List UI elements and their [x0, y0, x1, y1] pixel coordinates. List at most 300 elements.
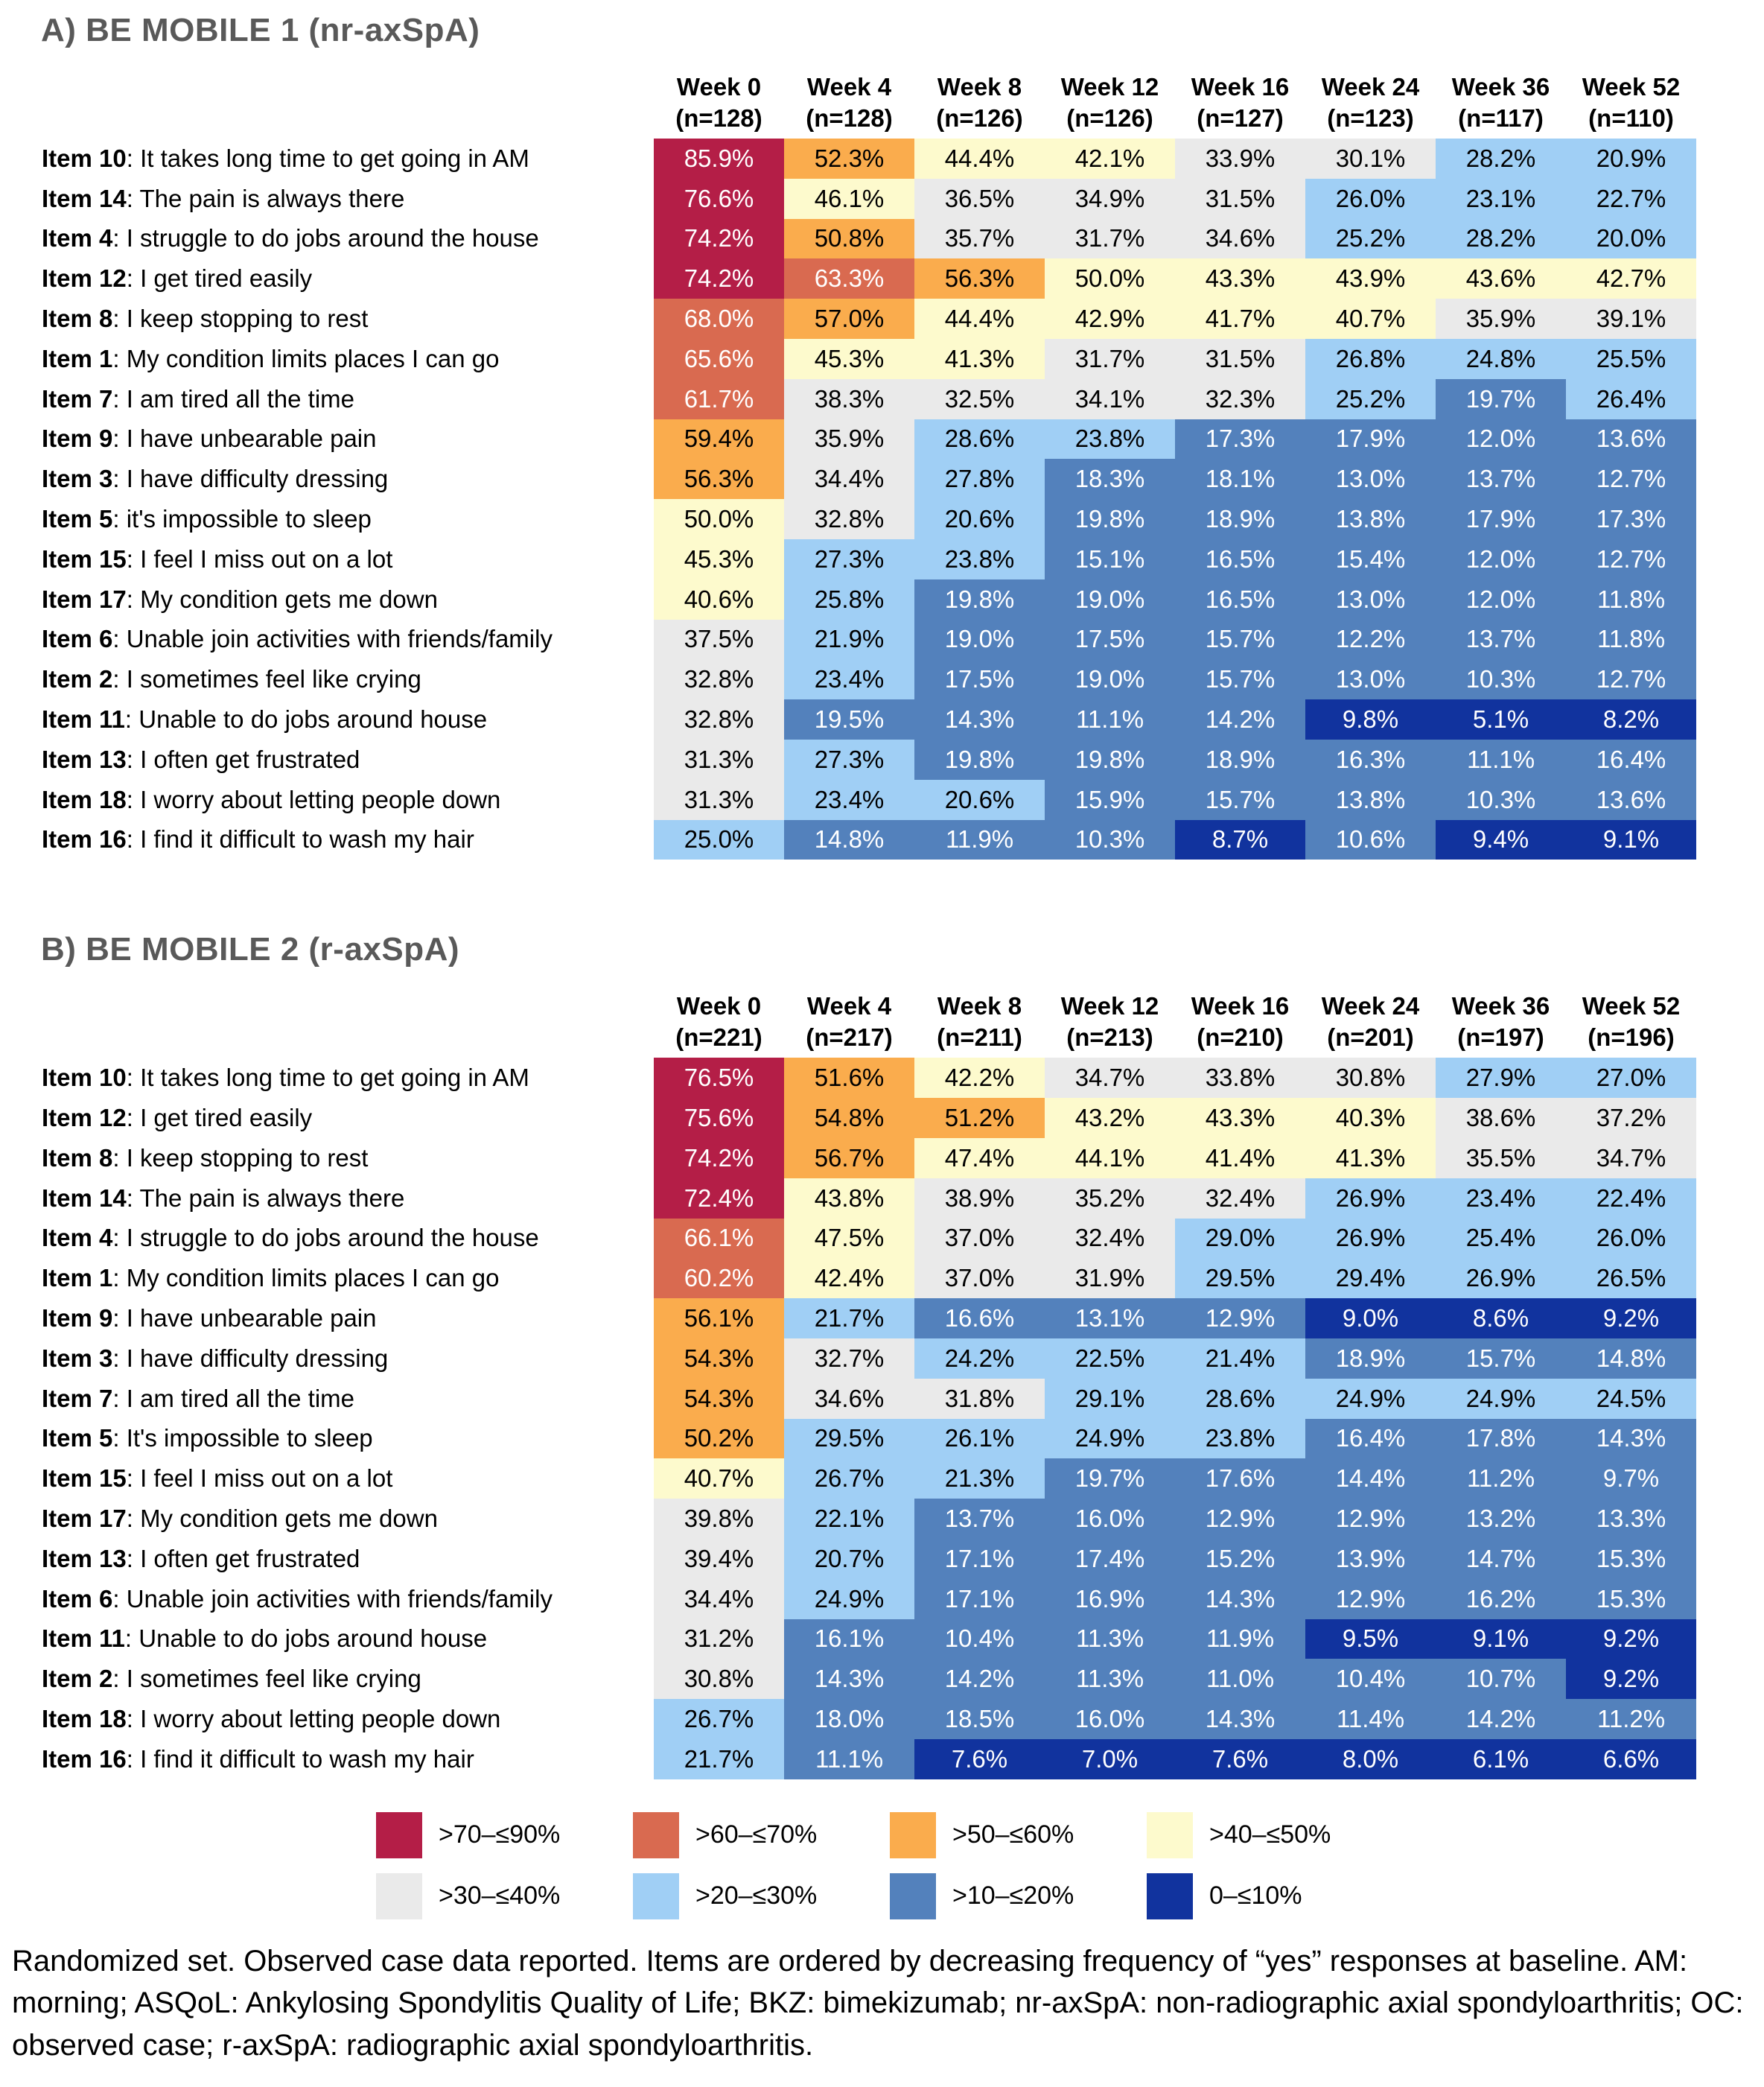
heatmap-cell: 11.4%: [1305, 1699, 1436, 1739]
heatmap-cell: 47.5%: [784, 1219, 914, 1259]
row-item-number: Item 9: [42, 425, 113, 453]
legend-swatch: [890, 1812, 936, 1858]
column-week-label: Week 4: [806, 992, 892, 1020]
heatmap-cell: 34.6%: [784, 1379, 914, 1419]
heatmap-cell: 14.2%: [1175, 699, 1305, 740]
heatmap-cell: 56.1%: [654, 1298, 784, 1338]
column-week-label: Week 24: [1321, 992, 1420, 1020]
heatmap-cell: 13.7%: [914, 1499, 1045, 1539]
heatmap-cell: 12.7%: [1566, 459, 1696, 499]
heatmap-cell: 11.1%: [1045, 699, 1175, 740]
heatmap-cell: 44.1%: [1045, 1138, 1175, 1178]
heatmap-cell: 27.9%: [1436, 1058, 1566, 1098]
legend-item: [633, 1812, 890, 1858]
heatmap-cell: 35.9%: [1436, 299, 1566, 339]
row-label: Item 9 : I have unbearable pain: [37, 1298, 654, 1338]
heatmap-cell: 30.8%: [1305, 1058, 1436, 1098]
heatmap-cell: 32.8%: [654, 699, 784, 740]
heatmap-cell: 12.9%: [1305, 1579, 1436, 1619]
heatmap-cell: 34.7%: [1045, 1058, 1175, 1098]
heatmap-cell: 16.4%: [1566, 740, 1696, 780]
row-label: Item 15 : I feel I miss out on a lot: [37, 539, 654, 579]
column-header: [1436, 986, 1566, 1058]
heatmap-cell: 22.1%: [784, 1499, 914, 1539]
heatmap-cell: 14.3%: [784, 1659, 914, 1699]
heatmap-cell: 13.2%: [1436, 1499, 1566, 1539]
heatmap-cell: 25.8%: [784, 579, 914, 620]
heatmap-cell: 18.1%: [1175, 459, 1305, 499]
heatmap-cell: 26.9%: [1436, 1258, 1566, 1298]
legend-swatch: [376, 1873, 422, 1919]
heatmap-cell: 29.5%: [784, 1419, 914, 1459]
heatmap-cell: 14.2%: [914, 1659, 1045, 1699]
heatmap-cell: 12.9%: [1175, 1499, 1305, 1539]
heatmap-cell: 26.9%: [1305, 1178, 1436, 1219]
heatmap-cell: 56.3%: [654, 459, 784, 499]
heatmap-cell: 41.3%: [914, 339, 1045, 379]
column-week-label: Week 52: [1582, 73, 1681, 101]
heatmap-cell: 8.2%: [1566, 699, 1696, 740]
heatmap-cell: 21.7%: [784, 1298, 914, 1338]
heatmap-cell: 20.6%: [914, 499, 1045, 539]
legend-item: [633, 1873, 890, 1919]
heatmap-cell: 19.8%: [914, 579, 1045, 620]
row-item-number: Item 10: [42, 1064, 127, 1092]
row-item-number: Item 13: [42, 1544, 127, 1572]
heatmap-cell: 23.8%: [1175, 1419, 1305, 1459]
heatmap-cell: 14.7%: [1436, 1539, 1566, 1579]
heatmap-cell: 26.1%: [914, 1419, 1045, 1459]
heatmap-cell: 24.9%: [1045, 1419, 1175, 1459]
heatmap-cell: 18.9%: [1305, 1338, 1436, 1379]
column-n-label: (n=210): [1197, 1023, 1284, 1052]
row-label: Item 10 : It takes long time to get going in AM: [37, 1058, 654, 1098]
heatmap-cell: 31.7%: [1045, 339, 1175, 379]
heatmap-cell: 13.8%: [1305, 780, 1436, 820]
row-item-number: Item 5: [42, 1424, 113, 1452]
heatmap-cell: 7.0%: [1045, 1739, 1175, 1779]
row-label: Item 15 : I feel I miss out on a lot: [37, 1458, 654, 1499]
column-week-label: Week 52: [1582, 992, 1681, 1020]
heatmap-cell: 26.7%: [654, 1699, 784, 1739]
heatmap-cell: 26.4%: [1566, 379, 1696, 419]
heatmap-cell: 54.3%: [654, 1379, 784, 1419]
heatmap-cell: 17.4%: [1045, 1539, 1175, 1579]
heatmap-cell: 46.1%: [784, 179, 914, 219]
heatmap-cell: 24.9%: [1305, 1379, 1436, 1419]
heatmap-cell: 17.5%: [1045, 620, 1175, 660]
heatmap-cell: 28.6%: [914, 419, 1045, 460]
column-n-label: (n=211): [937, 1023, 1022, 1052]
heatmap-cell: 9.4%: [1436, 820, 1566, 860]
legend-label: >40–≤50%: [1209, 1820, 1331, 1849]
heatmap-cell: 14.3%: [1175, 1699, 1305, 1739]
heatmap-cell: 32.8%: [784, 499, 914, 539]
heatmap-cell: 16.1%: [784, 1619, 914, 1659]
heatmap-cell: 7.6%: [914, 1739, 1045, 1779]
heatmap-cell: 30.8%: [654, 1659, 784, 1699]
heatmap-cell: 14.8%: [784, 820, 914, 860]
heatmap-cell: 16.6%: [914, 1298, 1045, 1338]
heatmap-cell: 15.3%: [1566, 1539, 1696, 1579]
row-label: Item 14 : The pain is always there: [37, 179, 654, 219]
heatmap-cell: 19.8%: [1045, 740, 1175, 780]
heatmap-cell: 51.2%: [914, 1098, 1045, 1138]
row-item-number: Item 12: [42, 264, 127, 293]
heatmap-cell: 26.8%: [1305, 339, 1436, 379]
footnote: Randomized set. Observed case data reported. Items are ordered by decreasing frequency of “yes” responses at baseline. AM: morning; ASQoL: Ankylosing Spondylitis Quality of Life; BKZ: bimekizumab; nr-axSpA: non-radiographic axial spondyloarthritis; OC: observed case; r-axSpA: radiographic axial spondyloarthritis.: [12, 1944, 1744, 2062]
heatmap-cell: 29.1%: [1045, 1379, 1175, 1419]
heatmap-cell: 29.5%: [1175, 1258, 1305, 1298]
column-n-label: (n=217): [806, 1023, 893, 1052]
heatmap-cell: 6.1%: [1436, 1739, 1566, 1779]
heatmap-cell: 11.0%: [1175, 1659, 1305, 1699]
heatmap-cell: 16.0%: [1045, 1699, 1175, 1739]
heatmap-cell: 56.7%: [784, 1138, 914, 1178]
row-item-number: Item 10: [42, 144, 127, 172]
heatmap-cell: 10.3%: [1045, 820, 1175, 860]
heatmap-cell: 40.3%: [1305, 1098, 1436, 1138]
heatmap-cell: 32.4%: [1045, 1219, 1175, 1259]
heatmap-cell: 8.6%: [1436, 1298, 1566, 1338]
heatmap-cell: 38.9%: [914, 1178, 1045, 1219]
heatmap-cell: 39.1%: [1566, 299, 1696, 339]
heatmap-cell: 10.4%: [1305, 1659, 1436, 1699]
heatmap-cell: 19.7%: [1045, 1458, 1175, 1499]
heatmap-cell: 75.6%: [654, 1098, 784, 1138]
heatmap-cell: 8.7%: [1175, 820, 1305, 860]
column-header: [654, 67, 784, 139]
heatmap-cell: 18.5%: [914, 1699, 1045, 1739]
heatmap-cell: 40.6%: [654, 579, 784, 620]
legend-item: [1147, 1873, 1404, 1919]
heatmap-cell: 14.3%: [914, 699, 1045, 740]
legend-label: >50–≤60%: [952, 1820, 1074, 1849]
heatmap-cell: 50.0%: [1045, 258, 1175, 299]
color-legend: [376, 1812, 1764, 1919]
heatmap-cell: 18.9%: [1175, 740, 1305, 780]
heatmap-cell: 12.0%: [1436, 539, 1566, 579]
heatmap-cell: 9.2%: [1566, 1619, 1696, 1659]
heatmap-cell: 12.7%: [1566, 539, 1696, 579]
heatmap-cell: 34.1%: [1045, 379, 1175, 419]
heatmap-cell: 74.2%: [654, 1138, 784, 1178]
heatmap-cell: 28.2%: [1436, 219, 1566, 259]
row-item-number: Item 6: [42, 625, 113, 653]
heatmap-cell: 65.6%: [654, 339, 784, 379]
column-n-label: (n=197): [1457, 1023, 1544, 1052]
legend-item: [890, 1873, 1147, 1919]
heatmap-cell: 25.5%: [1566, 339, 1696, 379]
row-item-number: Item 15: [42, 1464, 127, 1493]
heatmap-cell: 16.0%: [1045, 1499, 1175, 1539]
row-item-number: Item 8: [42, 305, 113, 333]
column-n-label: (n=196): [1588, 1023, 1675, 1052]
heatmap-cell: 76.6%: [654, 179, 784, 219]
legend-item: [1147, 1812, 1404, 1858]
column-week-label: Week 16: [1191, 73, 1290, 101]
heatmap-cell: 19.0%: [914, 620, 1045, 660]
heatmap-cell: 9.7%: [1566, 1458, 1696, 1499]
heatmap-cell: 19.7%: [1436, 379, 1566, 419]
row-item-number: Item 12: [42, 1104, 127, 1132]
row-label: Item 18 : I worry about letting people down: [37, 1699, 654, 1739]
row-label: Item 18 : I worry about letting people down: [37, 780, 654, 820]
row-item-number: Item 1: [42, 1264, 113, 1292]
column-n-label: (n=213): [1066, 1023, 1153, 1052]
heatmap-cell: 31.7%: [1045, 219, 1175, 259]
heatmap-cell: 40.7%: [1305, 299, 1436, 339]
heatmap-cell: 23.8%: [1045, 419, 1175, 460]
heatmap-cell: 15.1%: [1045, 539, 1175, 579]
heatmap-cell: 13.1%: [1045, 1298, 1175, 1338]
heatmap-cell: 12.7%: [1566, 659, 1696, 699]
header-corner-spacer: [37, 67, 654, 139]
heatmap-cell: 34.6%: [1175, 219, 1305, 259]
heatmap-cell: 42.7%: [1566, 258, 1696, 299]
heatmap-cell: 17.1%: [914, 1539, 1045, 1579]
heatmap-cell: 12.0%: [1436, 419, 1566, 460]
heatmap-cell: 7.6%: [1175, 1739, 1305, 1779]
heatmap-cell: 43.9%: [1305, 258, 1436, 299]
heatmap-cell: 10.3%: [1436, 780, 1566, 820]
heatmap-cell: 26.9%: [1305, 1219, 1436, 1259]
heatmap-cell: 57.0%: [784, 299, 914, 339]
heatmap-cell: 17.6%: [1175, 1458, 1305, 1499]
row-label: Item 12 : I get tired easily: [37, 1098, 654, 1138]
heatmap-cell: 20.6%: [914, 780, 1045, 820]
heatmap-cell: 17.3%: [1566, 499, 1696, 539]
row-label: Item 5 : it's impossible to sleep: [37, 499, 654, 539]
row-item-number: Item 3: [42, 1344, 113, 1372]
heatmap-cell: 47.4%: [914, 1138, 1045, 1178]
heatmap-cell: 16.3%: [1305, 740, 1436, 780]
heatmap-cell: 39.4%: [654, 1539, 784, 1579]
heatmap-cell: 31.3%: [654, 740, 784, 780]
column-header: [1045, 986, 1175, 1058]
column-n-label: (n=127): [1197, 104, 1284, 132]
row-label: Item 7 : I am tired all the time: [37, 1379, 654, 1419]
heatmap-cell: 19.8%: [1045, 499, 1175, 539]
heatmap-cell: 61.7%: [654, 379, 784, 419]
row-label: Item 17 : My condition gets me down: [37, 579, 654, 620]
row-label: Item 7 : I am tired all the time: [37, 379, 654, 419]
heatmap-cell: 43.3%: [1175, 258, 1305, 299]
heatmap-cell: 12.0%: [1436, 579, 1566, 620]
heatmap-cell: 11.1%: [784, 1739, 914, 1779]
heatmap-cell: 36.5%: [914, 179, 1045, 219]
column-n-label: (n=117): [1458, 104, 1544, 132]
heatmap-cell: 24.9%: [1436, 1379, 1566, 1419]
heatmap-cell: 17.9%: [1436, 499, 1566, 539]
heatmap-cell: 11.8%: [1566, 620, 1696, 660]
heatmap-cell: 31.9%: [1045, 1258, 1175, 1298]
row-item-number: Item 2: [42, 1665, 113, 1693]
heatmap-cell: 35.5%: [1436, 1138, 1566, 1178]
panel-b: [0, 931, 1764, 1779]
heatmap-cell: 9.1%: [1566, 820, 1696, 860]
row-item-number: Item 17: [42, 585, 127, 613]
heatmap-cell: 15.7%: [1175, 659, 1305, 699]
heatmap-cell: 19.0%: [1045, 659, 1175, 699]
heatmap-cell: 29.0%: [1175, 1219, 1305, 1259]
row-label: Item 12 : I get tired easily: [37, 258, 654, 299]
heatmap-cell: 34.7%: [1566, 1138, 1696, 1178]
heatmap-cell: 13.0%: [1305, 579, 1436, 620]
heatmap-cell: 10.7%: [1436, 1659, 1566, 1699]
row-label: Item 2 : I sometimes feel like crying: [37, 1659, 654, 1699]
heatmap-cell: 50.0%: [654, 499, 784, 539]
heatmap-cell: 17.3%: [1175, 419, 1305, 460]
column-header: [1045, 67, 1175, 139]
legend-swatch: [1147, 1873, 1193, 1919]
row-label: Item 1 : My condition limits places I can go: [37, 1258, 654, 1298]
heatmap-cell: 13.7%: [1436, 620, 1566, 660]
heatmap-cell: 9.2%: [1566, 1298, 1696, 1338]
legend-label: >20–≤30%: [695, 1881, 818, 1910]
heatmap-cell: 11.3%: [1045, 1659, 1175, 1699]
heatmap-cell: 37.0%: [914, 1258, 1045, 1298]
column-week-label: Week 0: [676, 73, 762, 101]
row-item-number: Item 17: [42, 1505, 127, 1532]
heatmap-cell: 24.9%: [784, 1579, 914, 1619]
legend-item: [890, 1812, 1147, 1858]
heatmap-cell: 40.7%: [654, 1458, 784, 1499]
heatmap-cell: 63.3%: [784, 258, 914, 299]
row-label: Item 3 : I have difficulty dressing: [37, 459, 654, 499]
heatmap-cell: 45.3%: [654, 539, 784, 579]
heatmap-cell: 15.7%: [1175, 620, 1305, 660]
heatmap-cell: 42.9%: [1045, 299, 1175, 339]
heatmap-cell: 11.1%: [1436, 740, 1566, 780]
row-item-number: Item 15: [42, 544, 127, 573]
heatmap-cell: 31.5%: [1175, 179, 1305, 219]
heatmap-cell: 12.2%: [1305, 620, 1436, 660]
row-item-number: Item 14: [42, 184, 127, 212]
heatmap-cell: 20.7%: [784, 1539, 914, 1579]
row-label: Item 8 : I keep stopping to rest: [37, 1138, 654, 1178]
column-header: [914, 986, 1045, 1058]
legend-label: 0–≤10%: [1209, 1881, 1302, 1910]
heatmap-cell: 9.2%: [1566, 1659, 1696, 1699]
heatmap-cell: 16.5%: [1175, 579, 1305, 620]
column-n-label: (n=126): [1066, 104, 1153, 132]
legend-swatch: [633, 1812, 679, 1858]
panel-b-title: B) BE MOBILE 2 (r-axSpA): [41, 931, 460, 968]
heatmap-cell: 72.4%: [654, 1178, 784, 1219]
heatmap-cell: 21.3%: [914, 1458, 1045, 1499]
column-header: [1436, 67, 1566, 139]
heatmap-cell: 15.9%: [1045, 780, 1175, 820]
heatmap-cell: 50.2%: [654, 1419, 784, 1459]
heatmap-cell: 13.6%: [1566, 419, 1696, 460]
heatmap-cell: 24.8%: [1436, 339, 1566, 379]
column-week-label: Week 12: [1060, 73, 1159, 101]
heatmap-cell: 22.5%: [1045, 1338, 1175, 1379]
heatmap-cell: 9.1%: [1436, 1619, 1566, 1659]
heatmap-cell: 27.8%: [914, 459, 1045, 499]
column-n-label: (n=126): [936, 104, 1023, 132]
heatmap-cell: 13.8%: [1305, 499, 1436, 539]
row-label: Item 13 : I often get frustrated: [37, 1539, 654, 1579]
row-item-number: Item 2: [42, 665, 113, 693]
heatmap-cell: 27.3%: [784, 539, 914, 579]
heatmap-cell: 21.7%: [654, 1739, 784, 1779]
row-item-number: Item 6: [42, 1584, 113, 1613]
legend-label: >60–≤70%: [695, 1820, 818, 1849]
row-label: Item 1 : My condition limits places I can go: [37, 339, 654, 379]
heatmap-cell: 34.4%: [784, 459, 914, 499]
heatmap-cell: 14.2%: [1436, 1699, 1566, 1739]
row-label: Item 16 : I find it difficult to wash my hair: [37, 820, 654, 860]
column-week-label: Week 8: [937, 73, 1022, 101]
heatmap-cell: 17.1%: [914, 1579, 1045, 1619]
row-label: Item 4 : I struggle to do jobs around the house: [37, 1219, 654, 1259]
heatmap-cell: 32.8%: [654, 659, 784, 699]
row-item-number: Item 7: [42, 1384, 113, 1412]
heatmap-cell: 41.7%: [1175, 299, 1305, 339]
heatmap-cell: 60.2%: [654, 1258, 784, 1298]
legend-swatch: [376, 1812, 422, 1858]
heatmap-cell: 43.3%: [1175, 1098, 1305, 1138]
column-header: [1566, 67, 1696, 139]
row-item-number: Item 11: [42, 705, 125, 734]
row-item-number: Item 18: [42, 1704, 127, 1732]
row-item-number: Item 18: [42, 785, 127, 813]
heatmap-cell: 42.1%: [1045, 139, 1175, 179]
row-label: Item 13 : I often get frustrated: [37, 740, 654, 780]
heatmap-cell: 52.3%: [784, 139, 914, 179]
heatmap-cell: 26.0%: [1305, 179, 1436, 219]
heatmap-cell: 32.4%: [1175, 1178, 1305, 1219]
column-week-label: Week 36: [1451, 992, 1550, 1020]
row-item-number: Item 7: [42, 384, 113, 413]
row-item-number: Item 9: [42, 1304, 113, 1332]
heatmap-cell: 42.2%: [914, 1058, 1045, 1098]
column-week-label: Week 24: [1321, 73, 1420, 101]
heatmap-cell: 41.4%: [1175, 1138, 1305, 1178]
heatmap-cell: 23.1%: [1436, 179, 1566, 219]
legend-row: [376, 1873, 1764, 1919]
heatmap-cell: 50.8%: [784, 219, 914, 259]
legend-label: >10–≤20%: [952, 1881, 1074, 1910]
heatmap-cell: 23.4%: [784, 780, 914, 820]
heatmap-cell: 15.2%: [1175, 1539, 1305, 1579]
header-corner-spacer: [37, 986, 654, 1058]
legend-row: [376, 1812, 1764, 1858]
legend-swatch: [633, 1873, 679, 1919]
heatmap-cell: 17.5%: [914, 659, 1045, 699]
heatmap-cell: 14.8%: [1566, 1338, 1696, 1379]
column-week-label: Week 16: [1191, 992, 1290, 1020]
heatmap-cell: 74.2%: [654, 219, 784, 259]
row-item-number: Item 13: [42, 745, 127, 773]
column-n-label: (n=221): [675, 1023, 762, 1052]
heatmap-cell: 15.7%: [1436, 1338, 1566, 1379]
row-item-number: Item 16: [42, 1744, 127, 1773]
heatmap-cell: 12.9%: [1305, 1499, 1436, 1539]
column-header: [1305, 986, 1436, 1058]
heatmap-cell: 19.5%: [784, 699, 914, 740]
heatmap-cell: 35.7%: [914, 219, 1045, 259]
row-label: Item 11 : Unable to do jobs around house: [37, 1619, 654, 1659]
column-header: [654, 986, 784, 1058]
heatmap-cell: 16.4%: [1305, 1419, 1436, 1459]
heatmap-cell: 31.8%: [914, 1379, 1045, 1419]
heatmap-cell: 18.3%: [1045, 459, 1175, 499]
panel-b-heatmap: [37, 986, 1764, 1779]
heatmap-cell: 26.7%: [784, 1458, 914, 1499]
